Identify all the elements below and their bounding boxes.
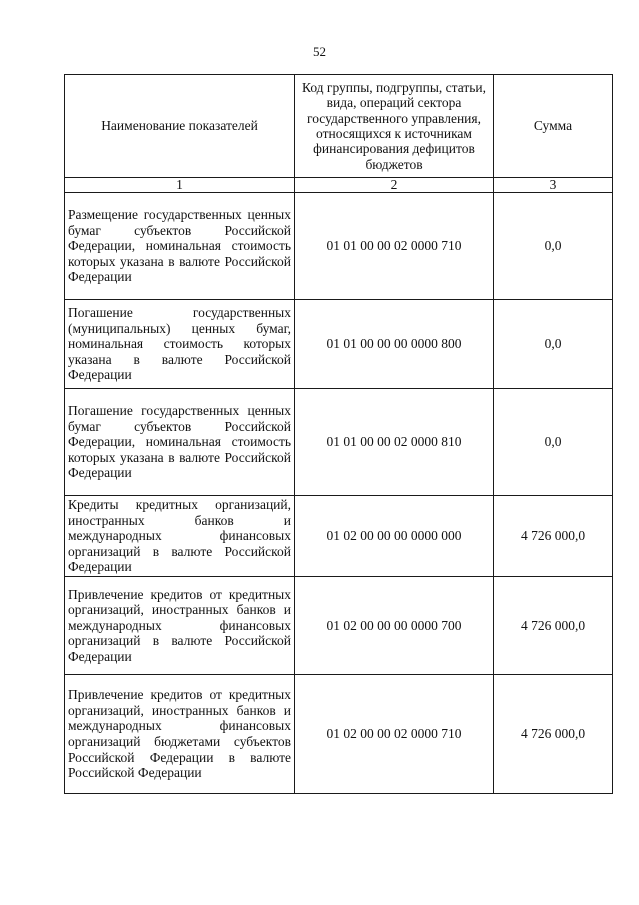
table-row: [65, 193, 613, 300]
amount: 4 726 000,0: [494, 577, 613, 675]
table-row: [65, 577, 613, 675]
budget-code: 01 02 00 00 00 0000 000: [295, 496, 494, 577]
budget-code: 01 01 00 00 02 0000 710: [295, 193, 494, 300]
column-number-3: 3: [494, 178, 613, 193]
indicator-name: Привлечение кредитов от кредитных организаций, иностранных банков и международных финансовых организаций в валюте Российской Федерации: [65, 577, 295, 675]
financing-sources-table: [64, 74, 613, 794]
header-code: Код группы, подгруппы, статьи, вида, операций сектора государственного управления, относящихся к источникам финансирования дефицитов бюджетов: [295, 75, 494, 178]
budget-code: 01 02 00 00 00 0000 700: [295, 577, 494, 675]
budget-code: 01 01 00 00 02 0000 810: [295, 389, 494, 496]
indicator-name: Размещение государственных ценных бумаг субъектов Российской Федерации, номинальная стоимость которых указана в валюте Российской Федерации: [65, 193, 295, 300]
table-row: [65, 300, 613, 389]
column-number-1: 1: [65, 178, 295, 193]
table-row: [65, 389, 613, 496]
column-number-row: [65, 178, 613, 193]
amount: 0,0: [494, 300, 613, 389]
table-row: [65, 675, 613, 794]
amount: 0,0: [494, 193, 613, 300]
column-number-2: 2: [295, 178, 494, 193]
budget-code: 01 01 00 00 00 0000 800: [295, 300, 494, 389]
amount: 4 726 000,0: [494, 675, 613, 794]
budget-code: 01 02 00 00 02 0000 710: [295, 675, 494, 794]
header-name: Наименование показателей: [65, 75, 295, 178]
amount: 4 726 000,0: [494, 496, 613, 577]
amount: 0,0: [494, 389, 613, 496]
table-row: [65, 496, 613, 577]
indicator-name: Погашение государственных ценных бумаг субъектов Российской Федерации, номинальная стоимость которых указана в валюте Российской Федерации: [65, 389, 295, 496]
table-header-row: [65, 75, 613, 178]
indicator-name: Привлечение кредитов от кредитных организаций, иностранных банков и международных финансовых организаций бюджетами субъектов Российской Федерации в валюте Российской Федерации: [65, 675, 295, 794]
page-number: 52: [313, 44, 326, 59]
indicator-name: Погашение государственных (муниципальных) ценных бумаг, номинальная стоимость которых указана в валюте Российской Федерации: [65, 300, 295, 389]
header-sum: Сумма: [494, 75, 613, 178]
indicator-name: Кредиты кредитных организаций, иностранных банков и международных финансовых организаций в валюте Российской Федерации: [65, 496, 295, 577]
